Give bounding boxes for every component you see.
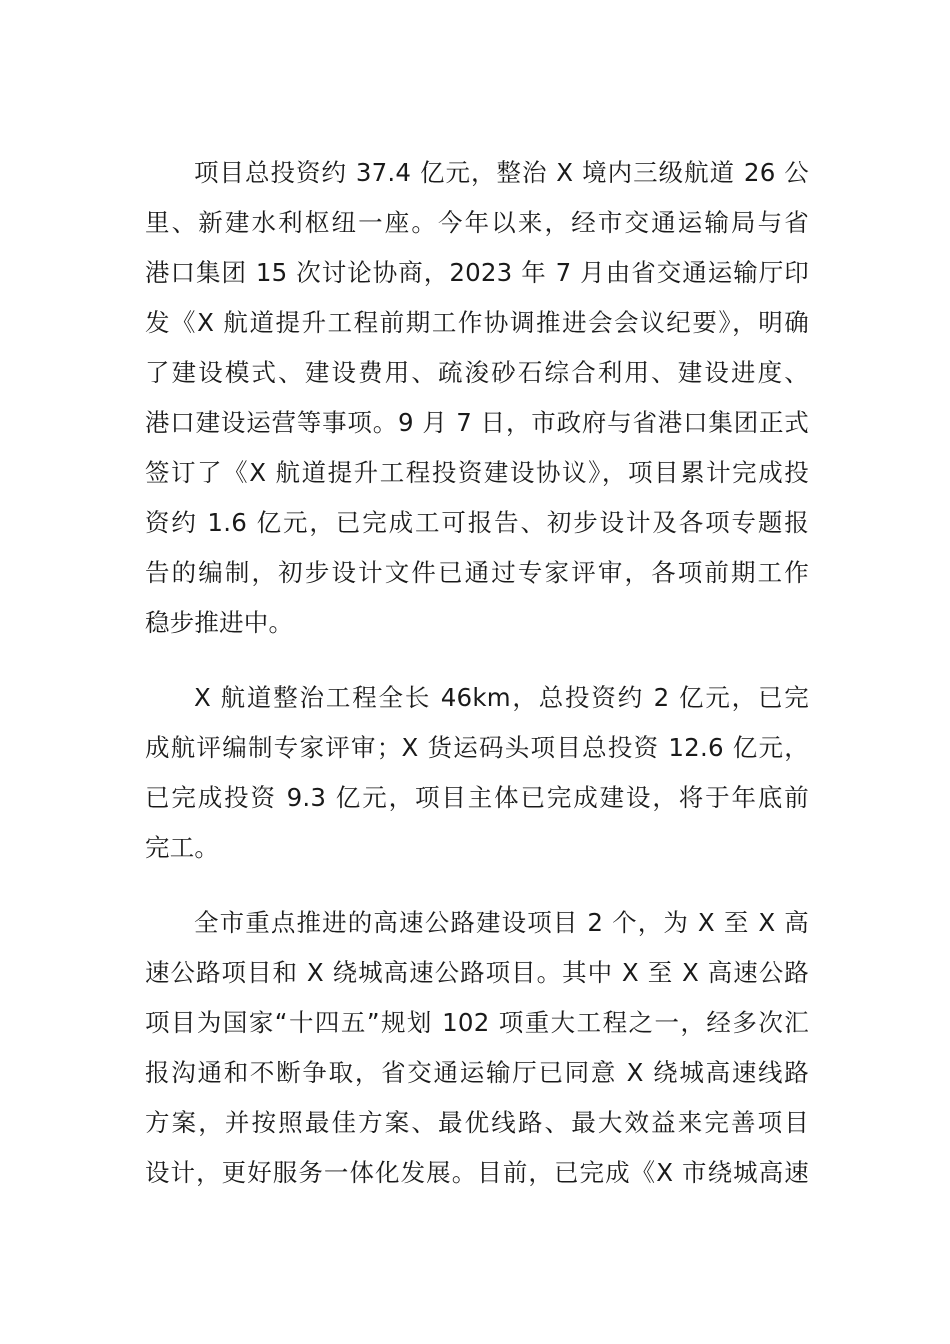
text-line: 告的编制，初步设计文件已通过专家评审，各项前期工作 <box>145 558 809 587</box>
text-line: 项目为国家“十四五”规划 102 项重大工程之一，经多次汇 <box>145 1008 809 1037</box>
text-line: 方案，并按照最佳方案、最优线路、最大效益来完善项目 <box>145 1108 809 1137</box>
text-line: 已完成投资 9.3 亿元，项目主体已完成建设，将于年底前 <box>145 783 809 812</box>
text-line: 完工。 <box>145 833 220 862</box>
text-line: 了建设模式、建设费用、疏浚砂石综合利用、建设进度、 <box>145 358 809 387</box>
text-line: 速公路项目和 X 绕城高速公路项目。其中 X 至 X 高速公路 <box>145 958 809 987</box>
text-line: 港口建设运营等事项。9 月 7 日，市政府与省港口集团正式 <box>145 408 809 437</box>
text-line: 稳步推进中。 <box>145 608 294 637</box>
paragraph-expressway-projects <box>145 898 809 1198</box>
paragraph-channel-and-wharf <box>145 673 809 873</box>
paragraph-waterway-project <box>145 148 809 648</box>
text-line: 设计，更好服务一体化发展。目前，已完成《X 市绕城高速 <box>145 1158 809 1187</box>
text-line: 里、新建水利枢纽一座。今年以来，经市交通运输局与省 <box>145 208 809 237</box>
text-line: 签订了《X 航道提升工程投资建设协议》，项目累计完成投 <box>145 458 809 487</box>
text-line: X 航道整治工程全长 46km，总投资约 2 亿元，已完 <box>194 683 809 712</box>
text-line: 港口集团 15 次讨论协商，2023 年 7 月由省交通运输厅印 <box>145 258 809 287</box>
document-body <box>145 148 809 1223</box>
text-line: 全市重点推进的高速公路建设项目 2 个，为 X 至 X 高 <box>194 908 809 937</box>
text-line: 报沟通和不断争取，省交通运输厅已同意 X 绕城高速线路 <box>145 1058 809 1087</box>
text-line: 成航评编制专家评审；X 货运码头项目总投资 12.6 亿元， <box>145 733 809 762</box>
text-line: 发《X 航道提升工程前期工作协调推进会会议纪要》，明确 <box>145 308 809 337</box>
text-line: 项目总投资约 37.4 亿元，整治 X 境内三级航道 26 公 <box>194 158 809 187</box>
text-line: 资约 1.6 亿元，已完成工可报告、初步设计及各项专题报 <box>145 508 809 537</box>
